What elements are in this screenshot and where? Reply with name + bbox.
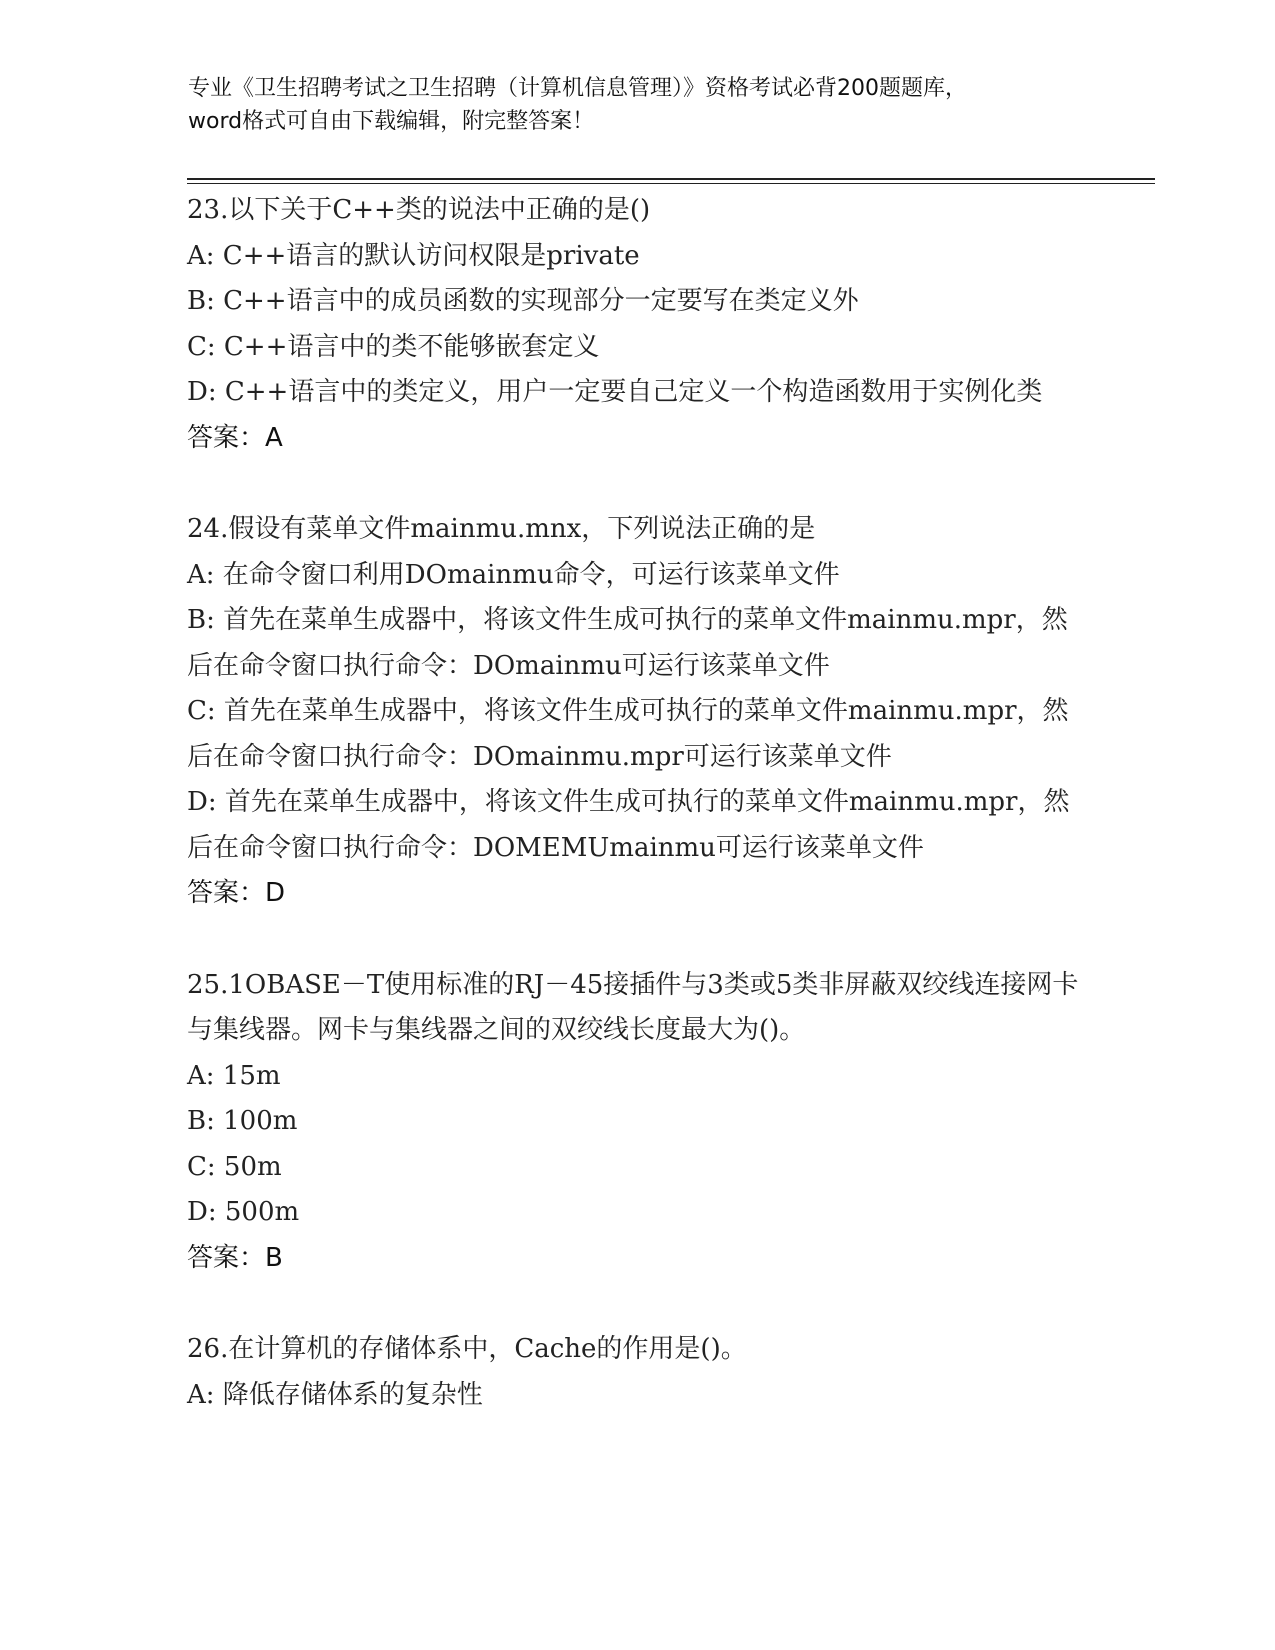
question-stem: 23.以下关于C++类的说法中正确的是() (187, 195, 651, 225)
question-24 (187, 507, 1087, 917)
question-stem: 25.1OBASE－T使用标准的RJ－45接插件与3类或5类非屏蔽双绞线连接网卡与集线器。网卡与集线器之间的双绞线长度最大为()。 (187, 969, 1079, 1045)
answer-label: 答案：D (187, 878, 286, 908)
option-c: C: 首先在菜单生成器中，将该文件生成可执行的菜单文件mainmu.mpr，然后在命令窗口执行命令：DOmainmu.mpr可运行该菜单文件 (187, 696, 1069, 772)
question-26 (187, 1327, 1087, 1418)
answer-label: 答案：A (187, 422, 283, 453)
option-d: D: 首先在菜单生成器中，将该文件生成可执行的菜单文件mainmu.mpr，然后在命令窗口执行命令：DOMEMUmainmu可运行该菜单文件 (187, 787, 1070, 863)
option-a: A: 在命令窗口利用DOmainmu命令，可运行该菜单文件 (187, 559, 840, 590)
option-b: B: 100m (187, 1106, 298, 1136)
option-a: A: 15m (187, 1060, 281, 1091)
option-a: A: 降低存储体系的复杂性 (187, 1379, 483, 1410)
option-d: D: C++语言中的类定义，用户一定要自己定义一个构造函数用于实例化类 (187, 377, 1043, 407)
option-a: A: C++语言的默认访问权限是private (187, 240, 640, 271)
header-line-1: 专业《卫生招聘考试之卫生招聘（计算机信息管理）》资格考试必背200题题库， (188, 76, 967, 101)
question-23 (187, 188, 1087, 461)
option-c: C: 50m (187, 1151, 282, 1182)
header-divider-thick (187, 178, 1155, 180)
question-stem: 26.在计算机的存储体系中，Cache的作用是()。 (187, 1334, 747, 1364)
option-d: D: 500m (187, 1197, 300, 1227)
question-25 (187, 963, 1087, 1282)
question-stem: 24.假设有菜单文件mainmu.mnx，下列说法正确的是 (187, 514, 816, 544)
header-divider-thin (187, 183, 1155, 184)
question-list (187, 188, 1087, 1464)
document-header (188, 72, 1088, 138)
answer-label: 答案：B (187, 1242, 283, 1273)
option-b: B: C++语言中的成员函数的实现部分一定要写在类定义外 (187, 286, 859, 316)
option-b: B: 首先在菜单生成器中，将该文件生成可执行的菜单文件mainmu.mpr，然后在命令窗口执行命令：DOmainmu可运行该菜单文件 (187, 605, 1068, 681)
header-line-2: word格式可自由下载编辑，附完整答案！ (188, 109, 595, 134)
option-c: C: C++语言中的类不能够嵌套定义 (187, 331, 600, 362)
